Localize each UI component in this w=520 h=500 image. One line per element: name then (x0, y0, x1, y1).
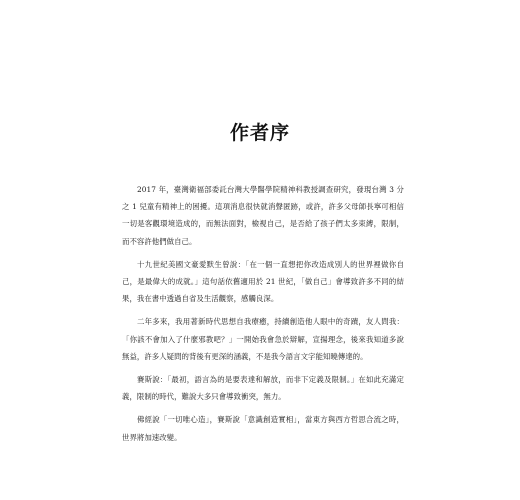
page-title: 作者序 (229, 122, 290, 144)
paragraph: 賽斯說：「最初，語言為的是要表達和解放，而非下定義及限制。」在如此充滿定義，限制的時代，難說大多只會導致衝突，無力。 (122, 375, 404, 402)
paragraph: 十九世紀美國文豪愛默生曾說：「在一個一直想把你改造成別人的世界裡做你自己，是最偉大的成就。」這句話依舊適用於 21 世紀，「做自己」會導致許多不同的結果，我在書中透過自省及生活觀察，感觸良深。 (122, 259, 404, 304)
body-text (122, 181, 404, 452)
paragraph: 佛經說「一切唯心造」，賽斯說「意識創造實相」，當東方與西方哲思合流之時，世界將加速改變。 (122, 415, 404, 442)
paragraph: 二年多來，我用著新時代思想自我療癒，持續創造他人眼中的奇蹟，友人問我：「你該不會加入了什麼邪教吧？」一開始我會急於辯解，宣揚理念，後來我知道多說無益，許多人疑問的背後有更深的涵義，不是我今語言文字能知曉傳達的。 (122, 317, 404, 361)
paragraph: 2017 年，臺灣衛福部委託台灣大學醫學院精神科教授調查研究，發現台灣 3 分之 1 兒童有精神上的困擾。這項消息很快就消聲匿跡，或許，許多父母師長寧可相信一切是客觀環境造成的，而無法面對，檢視自己，是否給了孩子們太多束縛，限制，而不容許他們做自己。 (122, 185, 404, 246)
